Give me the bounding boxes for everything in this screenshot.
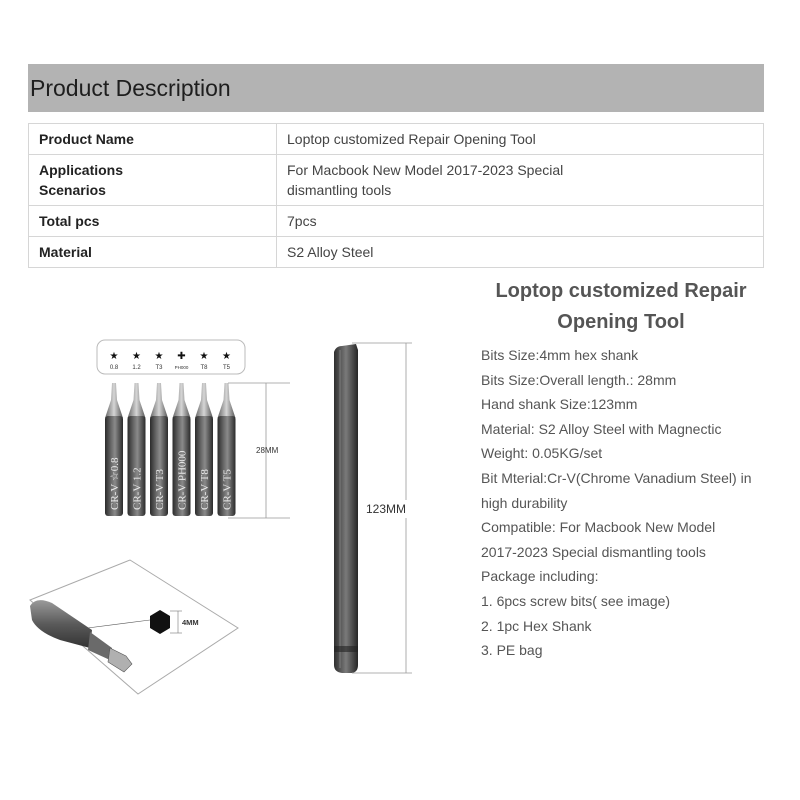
bit-label: PH000 [174, 365, 189, 370]
shank-groove [334, 646, 358, 652]
bit-engraving: CR-V T5 [221, 469, 234, 510]
product-title: Loptop customized Repair Opening Tool [495, 280, 747, 333]
star-icon: ★ [132, 351, 141, 362]
spec-key: Total pcs [29, 206, 277, 237]
detail-line: Bits Size:4mm hex shank [481, 347, 639, 363]
hex-shank [334, 344, 358, 673]
detail-line: Hand shank Size:123mm [481, 396, 638, 413]
bit-tip [150, 383, 168, 418]
bit-tip [105, 383, 123, 418]
bit-engraving: CR-V T8 [199, 469, 211, 510]
spec-value-text: For Macbook New Model 2017-2023 Special dismantling tools [287, 162, 564, 198]
spec-value: S2 Alloy Steel [277, 237, 764, 268]
detail-line: Weight: 0.05KG/set [481, 445, 603, 462]
detail-line: 2. 1pc Hex Shank [481, 617, 592, 634]
bit-tip [173, 383, 191, 418]
detail-line: 3. PE bag [481, 642, 543, 659]
bit-label: T3 [155, 365, 163, 371]
screw-bit [105, 383, 123, 516]
bit-label: 0.8 [109, 365, 119, 371]
bit-length-label: 28MM [256, 446, 279, 455]
product-details [481, 343, 771, 663]
detail-line: 2017-2023 Special dismantling tools [481, 543, 706, 560]
bit-tip [195, 383, 213, 418]
bit-engraving: CR-V 1.2 [131, 467, 144, 510]
star-icon: ★ [222, 351, 231, 362]
detail-line: 1. 6pcs screw bits( see image) [481, 592, 671, 609]
hex-size-label: 4MM [182, 618, 199, 627]
bit-tip [218, 383, 236, 418]
bit-tip [128, 383, 146, 418]
screw-bit [173, 383, 191, 516]
spec-value: 7pcs [277, 206, 764, 237]
screw-bit [195, 383, 213, 516]
spec-key-text: Applications Scenarios [39, 162, 124, 198]
spec-key: Product Name [29, 124, 277, 155]
bit-engraving: CR-V ☆0.8 [109, 457, 121, 510]
bit-engraving: CR-V T3 [154, 469, 166, 510]
bit-label: 1.2 [132, 365, 141, 371]
detail-line: high durability [481, 494, 568, 511]
detail-line: Material: S2 Alloy Steel with Magnectic [481, 420, 722, 437]
detail-line: Package including: [481, 568, 599, 585]
screw-bit [150, 383, 168, 516]
star-icon: ★ [199, 351, 209, 362]
star-icon: ★ [109, 351, 119, 362]
screw-bit [218, 383, 236, 516]
shank-length-label: 123MM [366, 502, 407, 516]
detail-line: Compatible: For Macbook New Model [481, 519, 716, 536]
bit-label: T5 [222, 365, 231, 371]
bit-label: T8 [200, 365, 208, 371]
detail-line: Bit Mterial:Cr-V(Chrome Vanadium Steel) in [481, 469, 752, 486]
bit-set [105, 383, 236, 516]
spec-value: Loptop customized Repair Opening Tool [277, 124, 764, 155]
phillips-icon: ✚ [177, 351, 186, 362]
screw-bit [128, 383, 146, 516]
detail-line: Bits Size:Overall length.: 28mm [481, 371, 677, 388]
section-title: Product Description [30, 75, 231, 101]
spec-key: Material [29, 237, 277, 268]
star-icon: ★ [154, 351, 164, 362]
bit-engraving: CR-V PH000 [176, 450, 189, 510]
